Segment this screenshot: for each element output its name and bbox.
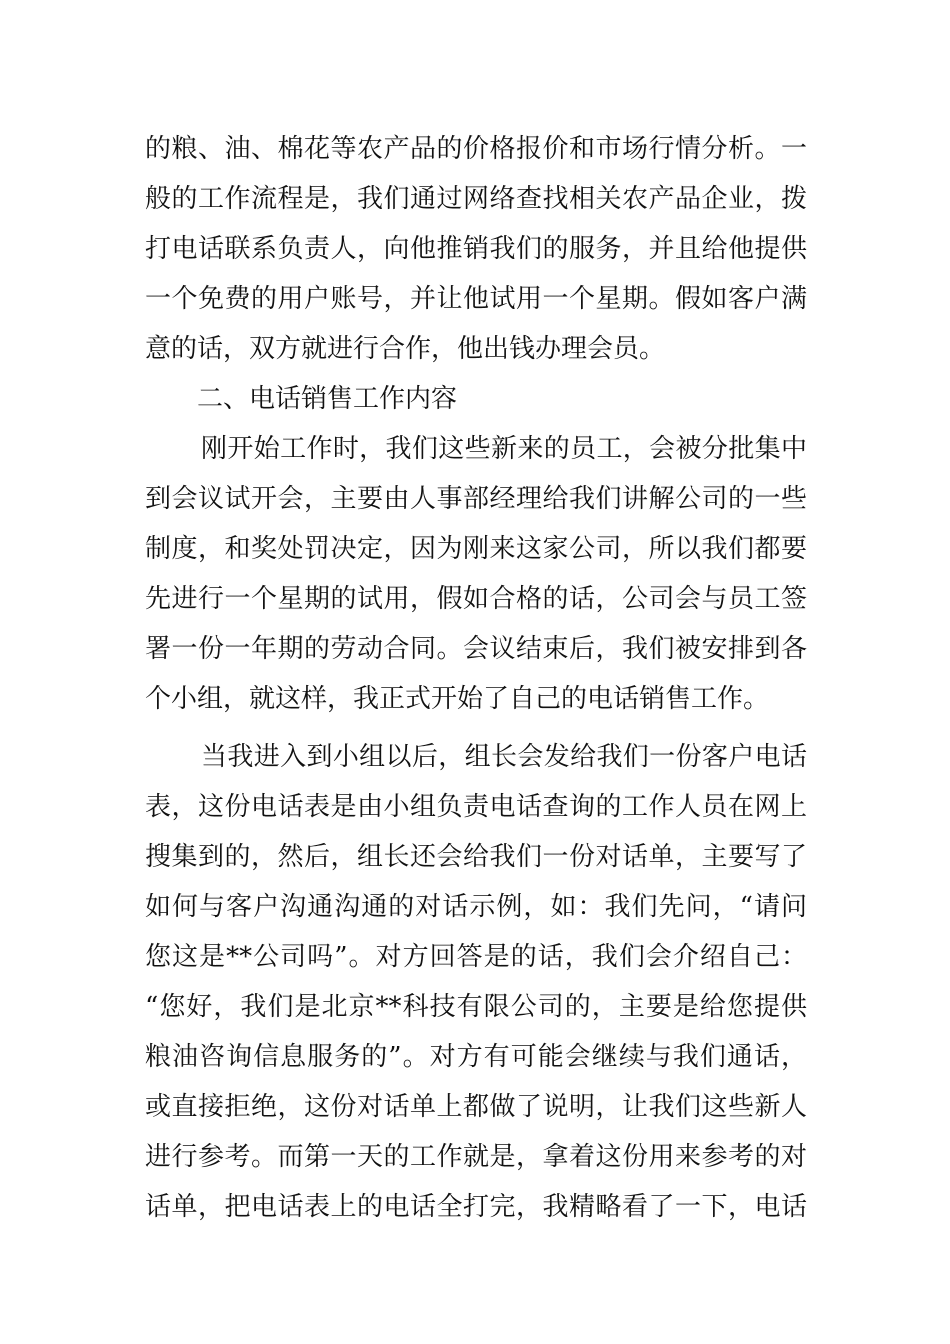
- text-line: 的粮、油、棉花等农产品的价格报价和市场行情分析。一: [145, 134, 807, 164]
- text-line: 个小组，就这样，我正式开始了自己的电话销售工作。: [145, 684, 770, 714]
- text-line: “您好，我们是北京**科技有限公司的，主要是给您提供: [145, 992, 807, 1022]
- text-line: 表，这份电话表是由小组负责电话查询的工作人员在网上: [145, 792, 807, 822]
- text-line: 粮油咨询信息服务的”。对方有可能会继续与我们通话，: [145, 1042, 807, 1072]
- section-heading: [145, 374, 807, 424]
- text-line: 一个免费的用户账号，并让他试用一个星期。假如客户满: [145, 284, 807, 314]
- paragraph-1: [145, 124, 807, 374]
- text-line: 先进行一个星期的试用，假如合格的话，公司会与员工签: [145, 584, 807, 614]
- document-body: [145, 124, 807, 1232]
- heading-text: 二、电话销售工作内容: [197, 384, 458, 414]
- text-line: 署一份一年期的劳动合同。会议结束后，我们被安排到各: [145, 634, 807, 664]
- text-line: 您这是**公司吗”。对方回答是的话，我们会介绍自己：: [145, 942, 807, 972]
- text-line: 或直接拒绝，这份对话单上都做了说明，让我们这些新人: [145, 1092, 807, 1122]
- text-line: 制度，和奖处罚决定，因为刚来这家公司，所以我们都要: [145, 534, 807, 564]
- paragraph-gap: [145, 724, 807, 732]
- text-line: 般的工作流程是，我们通过网络查找相关农产品企业，拨: [145, 184, 807, 214]
- text-line: 话单，把电话表上的电话全打完，我精略看了一下，电话: [145, 1192, 807, 1222]
- text-line: 进行参考。而第一天的工作就是，拿着这份用来参考的对: [145, 1142, 807, 1172]
- text-line: 打电话联系负责人，向他推销我们的服务，并且给他提供: [145, 234, 807, 264]
- paragraph-3: [145, 732, 807, 1232]
- text-line: 如何与客户沟通沟通的对话示例，如：我们先问，“请问: [145, 892, 807, 922]
- text-line: 到会议试开会，主要由人事部经理给我们讲解公司的一些: [145, 484, 807, 514]
- text-line: 意的话，双方就进行合作，他出钱办理会员。: [145, 334, 666, 364]
- paragraph-2: [145, 424, 807, 724]
- text-line: 当我进入到小组以后，组长会发给我们一份客户电话: [201, 742, 807, 772]
- text-line: 刚开始工作时，我们这些新来的员工，会被分批集中: [201, 434, 807, 464]
- text-line: 搜集到的，然后，组长还会给我们一份对话单，主要写了: [145, 842, 807, 872]
